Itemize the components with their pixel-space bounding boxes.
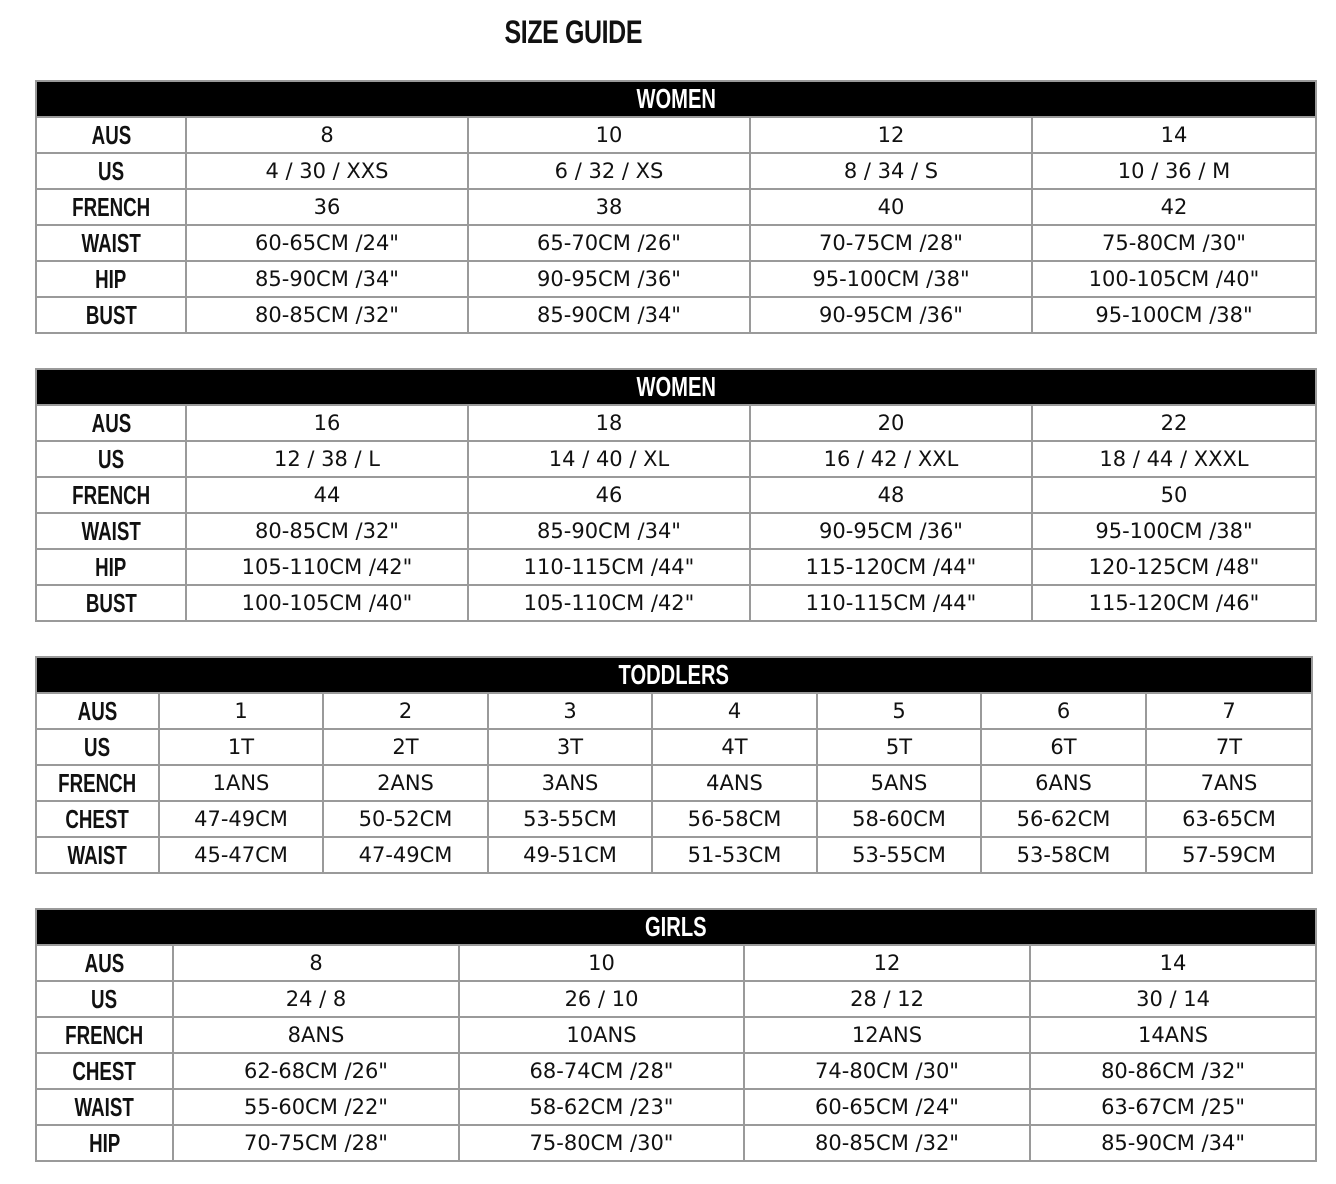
row-label-french: FRENCH	[36, 1017, 173, 1053]
women-size-table-2	[35, 368, 1317, 622]
table-cell: 10ANS	[459, 1017, 744, 1053]
table-row	[36, 693, 1312, 729]
table-cell: 6	[981, 693, 1146, 729]
table-cell: 80-86CM /32"	[1030, 1053, 1316, 1089]
table-row	[36, 513, 1316, 549]
table-cell: 70-75CM /28"	[173, 1125, 459, 1161]
table-row	[36, 981, 1316, 1017]
table-row	[36, 837, 1312, 873]
row-label-us: US	[36, 441, 186, 477]
table-cell: 100-105CM /40"	[1032, 261, 1316, 297]
row-label-waist: WAIST	[36, 1089, 173, 1125]
table-cell: 12	[750, 117, 1032, 153]
table-row	[36, 765, 1312, 801]
table-row	[36, 1017, 1316, 1053]
table-cell: 36	[186, 189, 468, 225]
table-cell: 44	[186, 477, 468, 513]
table-cell: 16 / 42 / XXL	[750, 441, 1032, 477]
table-cell: 63-67CM /25"	[1030, 1089, 1316, 1125]
table-cell: 46	[468, 477, 750, 513]
table-cell: 8 / 34 / S	[750, 153, 1032, 189]
table-cell: 7ANS	[1146, 765, 1312, 801]
table-row	[36, 549, 1316, 585]
table-cell: 38	[468, 189, 750, 225]
table-cell: 56-58CM	[652, 801, 817, 837]
table-cell: 18 / 44 / XXXL	[1032, 441, 1316, 477]
table-cell: 70-75CM /28"	[750, 225, 1032, 261]
table-cell: 14	[1032, 117, 1316, 153]
table-cell: 105-110CM /42"	[186, 549, 468, 585]
table-cell: 63-65CM	[1146, 801, 1312, 837]
table-cell: 48	[750, 477, 1032, 513]
table-cell: 62-68CM /26"	[173, 1053, 459, 1089]
table-cell: 5T	[817, 729, 981, 765]
row-label-hip: HIP	[36, 261, 186, 297]
table-cell: 95-100CM /38"	[750, 261, 1032, 297]
table-row	[36, 945, 1316, 981]
table-cell: 58-62CM /23"	[459, 1089, 744, 1125]
row-label-aus: AUS	[36, 693, 159, 729]
row-label-aus: AUS	[36, 405, 186, 441]
table-cell: 8ANS	[173, 1017, 459, 1053]
table-cell: 95-100CM /38"	[1032, 297, 1316, 333]
row-label-us: US	[36, 981, 173, 1017]
table-cell: 14	[1030, 945, 1316, 981]
table-cell: 1T	[159, 729, 323, 765]
table-cell: 58-60CM	[817, 801, 981, 837]
table-heading: TODDLERS	[36, 657, 1312, 693]
row-label-chest: CHEST	[36, 1053, 173, 1089]
table-cell: 5	[817, 693, 981, 729]
table-cell: 85-90CM /34"	[468, 513, 750, 549]
table-cell: 12	[744, 945, 1030, 981]
table-row	[36, 297, 1316, 333]
table-cell: 6T	[981, 729, 1146, 765]
table-cell: 80-85CM /32"	[186, 513, 468, 549]
table-cell: 85-90CM /34"	[1030, 1125, 1316, 1161]
table-cell: 2ANS	[323, 765, 488, 801]
table-cell: 80-85CM /32"	[744, 1125, 1030, 1161]
table-cell: 85-90CM /34"	[186, 261, 468, 297]
table-cell: 1ANS	[159, 765, 323, 801]
row-label-aus: AUS	[36, 117, 186, 153]
row-label-waist: WAIST	[36, 225, 186, 261]
table-cell: 53-58CM	[981, 837, 1146, 873]
table-cell: 20	[750, 405, 1032, 441]
toddlers-size-table	[35, 656, 1313, 874]
table-cell: 14ANS	[1030, 1017, 1316, 1053]
table-cell: 1	[159, 693, 323, 729]
table-cell: 100-105CM /40"	[186, 585, 468, 621]
row-label-waist: WAIST	[36, 837, 159, 873]
table-row	[36, 1125, 1316, 1161]
table-cell: 68-74CM /28"	[459, 1053, 744, 1089]
table-cell: 2T	[323, 729, 488, 765]
table-cell: 47-49CM	[159, 801, 323, 837]
table-cell: 26 / 10	[459, 981, 744, 1017]
row-label-french: FRENCH	[36, 189, 186, 225]
table-cell: 14 / 40 / XL	[468, 441, 750, 477]
table-cell: 10 / 36 / M	[1032, 153, 1316, 189]
table-cell: 4	[652, 693, 817, 729]
row-label-french: FRENCH	[36, 477, 186, 513]
table-cell: 12ANS	[744, 1017, 1030, 1053]
table-row	[36, 153, 1316, 189]
girls-size-table	[35, 908, 1317, 1162]
table-cell: 4ANS	[652, 765, 817, 801]
table-heading: WOMEN	[36, 81, 1316, 117]
table-row	[36, 585, 1316, 621]
table-row	[36, 117, 1316, 153]
table-cell: 90-95CM /36"	[468, 261, 750, 297]
table-cell: 45-47CM	[159, 837, 323, 873]
table-cell: 75-80CM /30"	[1032, 225, 1316, 261]
table-cell: 30 / 14	[1030, 981, 1316, 1017]
table-cell: 24 / 8	[173, 981, 459, 1017]
table-heading: GIRLS	[36, 909, 1316, 945]
table-row	[36, 1089, 1316, 1125]
table-cell: 40	[750, 189, 1032, 225]
table-row	[36, 189, 1316, 225]
table-cell: 7T	[1146, 729, 1312, 765]
table-cell: 18	[468, 405, 750, 441]
row-label-hip: HIP	[36, 1125, 173, 1161]
table-cell: 3	[488, 693, 652, 729]
table-cell: 51-53CM	[652, 837, 817, 873]
table-cell: 49-51CM	[488, 837, 652, 873]
table-cell: 28 / 12	[744, 981, 1030, 1017]
row-label-aus: AUS	[36, 945, 173, 981]
table-cell: 95-100CM /38"	[1032, 513, 1316, 549]
table-cell: 5ANS	[817, 765, 981, 801]
table-cell: 50-52CM	[323, 801, 488, 837]
table-cell: 12 / 38 / L	[186, 441, 468, 477]
table-cell: 110-115CM /44"	[750, 585, 1032, 621]
table-cell: 53-55CM	[817, 837, 981, 873]
table-cell: 110-115CM /44"	[468, 549, 750, 585]
row-label-waist: WAIST	[36, 513, 186, 549]
table-cell: 3T	[488, 729, 652, 765]
table-row	[36, 477, 1316, 513]
table-cell: 47-49CM	[323, 837, 488, 873]
table-cell: 75-80CM /30"	[459, 1125, 744, 1161]
women-size-table-1	[35, 80, 1317, 334]
row-label-french: FRENCH	[36, 765, 159, 801]
table-cell: 105-110CM /42"	[468, 585, 750, 621]
table-cell: 55-60CM /22"	[173, 1089, 459, 1125]
row-label-chest: CHEST	[36, 801, 159, 837]
table-cell: 74-80CM /30"	[744, 1053, 1030, 1089]
row-label-hip: HIP	[36, 549, 186, 585]
table-cell: 90-95CM /36"	[750, 513, 1032, 549]
table-cell: 120-125CM /48"	[1032, 549, 1316, 585]
table-cell: 56-62CM	[981, 801, 1146, 837]
page-title: SIZE GUIDE	[504, 14, 643, 50]
table-cell: 2	[323, 693, 488, 729]
row-label-bust: BUST	[36, 297, 186, 333]
table-cell: 16	[186, 405, 468, 441]
table-row	[36, 225, 1316, 261]
table-cell: 7	[1146, 693, 1312, 729]
table-cell: 90-95CM /36"	[750, 297, 1032, 333]
table-cell: 60-65CM /24"	[744, 1089, 1030, 1125]
table-cell: 10	[459, 945, 744, 981]
table-cell: 8	[186, 117, 468, 153]
table-cell: 4T	[652, 729, 817, 765]
table-heading: WOMEN	[36, 369, 1316, 405]
table-cell: 115-120CM /46"	[1032, 585, 1316, 621]
table-cell: 65-70CM /26"	[468, 225, 750, 261]
row-label-bust: BUST	[36, 585, 186, 621]
row-label-us: US	[36, 729, 159, 765]
table-row	[36, 405, 1316, 441]
table-cell: 6 / 32 / XS	[468, 153, 750, 189]
table-cell: 22	[1032, 405, 1316, 441]
table-cell: 85-90CM /34"	[468, 297, 750, 333]
table-row	[36, 801, 1312, 837]
table-row	[36, 261, 1316, 297]
table-cell: 10	[468, 117, 750, 153]
table-cell: 4 / 30 / XXS	[186, 153, 468, 189]
table-cell: 42	[1032, 189, 1316, 225]
table-cell: 8	[173, 945, 459, 981]
table-cell: 6ANS	[981, 765, 1146, 801]
table-cell: 80-85CM /32"	[186, 297, 468, 333]
table-cell: 57-59CM	[1146, 837, 1312, 873]
table-cell: 50	[1032, 477, 1316, 513]
row-label-us: US	[36, 153, 186, 189]
table-row	[36, 1053, 1316, 1089]
table-cell: 115-120CM /44"	[750, 549, 1032, 585]
table-row	[36, 441, 1316, 477]
table-row	[36, 729, 1312, 765]
table-cell: 60-65CM /24"	[186, 225, 468, 261]
table-cell: 53-55CM	[488, 801, 652, 837]
table-cell: 3ANS	[488, 765, 652, 801]
